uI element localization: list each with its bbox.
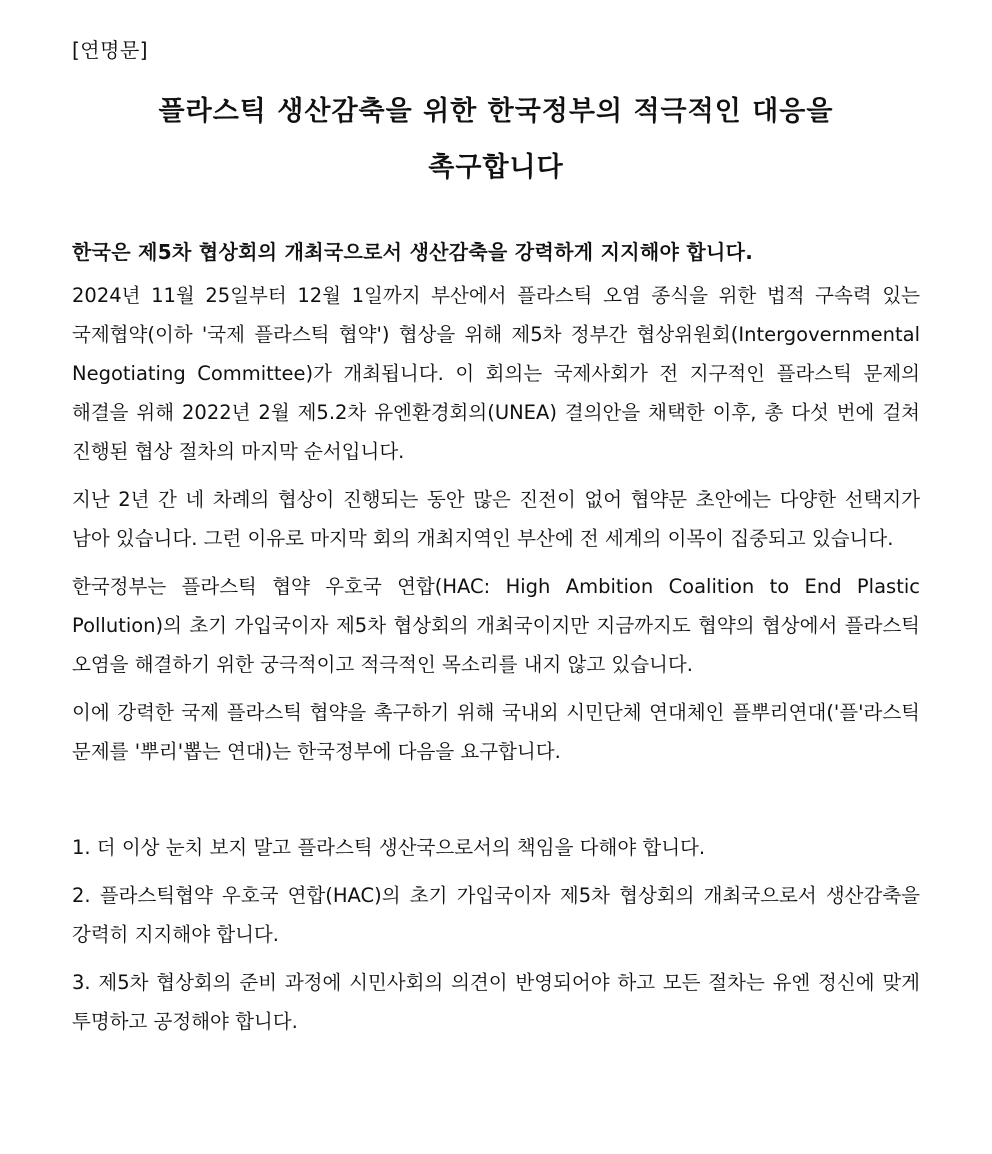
list-item: 3. 제5차 협상회의 준비 과정에 시민사회의 의견이 반영되어야 하고 모든 절차는 유엔 정신에 맞게 투명하고 공정해야 합니다. (72, 971, 920, 1033)
paragraph-demands-intro: 이에 강력한 국제 플라스틱 협약을 촉구하기 위해 국내외 시민단체 연대체인 플뿌리연대('플'라스틱 문제를 '뿌리'뽑는 연대)는 한국정부에 다음을 요구합니다. (72, 701, 920, 763)
title-line-2: 촉구합니다 (428, 152, 564, 183)
section-spacer (72, 780, 920, 828)
list-item: 1. 더 이상 눈치 보지 말고 플라스틱 생산국으로서의 책임을 다해야 합니다. (72, 836, 706, 859)
section-heading: 한국은 제5차 협상회의 개최국으로서 생산감축을 강력하게 지지해야 합니다. (72, 240, 754, 264)
title-line-1: 플라스틱 생산감축을 위한 한국정부의 적극적인 대응을 (158, 96, 834, 127)
document-body (72, 234, 920, 1050)
list-item: 2. 플라스틱협약 우호국 연합(HAC)의 초기 가입국이자 제5차 협상회의 개최국으로서 생산감축을 강력히 지지해야 합니다. (72, 884, 920, 946)
paragraph-intro: 2024년 11월 25일부터 12월 1일까지 부산에서 플라스틱 오염 종식을 위한 법적 구속력 있는 국제협약(이하 '국제 플라스틱 협약') 협상을 위해 제5차 정부간 협상위원회(Intergovernmental Negotiating Committee)가 개최됩니다. 이 회의는 국제사회가 전 지구적인 플라스틱 문제의 해결을 위해 2022년 2월 제5.2차 유엔환경회의(UNEA) 결의안을 채택한 이후, 총 다섯 번에 걸쳐 진행된 협상 절차의 마지막 순서입니다. (72, 284, 920, 463)
paragraph-korea-position: 한국정부는 플라스틱 협약 우호국 연합(HAC: High Ambition Coalition to End Plastic Pollution)의 초기 가입국이자 제5차 협상회의 개최국이지만 지금까지도 협약의 협상에서 플라스틱 오염을 해결하기 위한 궁극적이고 적극적인 목소리를 내지 않고 있습니다. (72, 575, 920, 676)
document-title (0, 84, 992, 196)
paragraph-progress: 지난 2년 간 네 차례의 협상이 진행되는 동안 많은 진전이 없어 협약문 초안에는 다양한 선택지가 남아 있습니다. 그런 이유로 마지막 회의 개최지역인 부산에 전 세계의 이목이 집중되고 있습니다. (72, 488, 920, 550)
document-type-label: [연명문] (72, 38, 149, 62)
demand-list (72, 828, 920, 1041)
